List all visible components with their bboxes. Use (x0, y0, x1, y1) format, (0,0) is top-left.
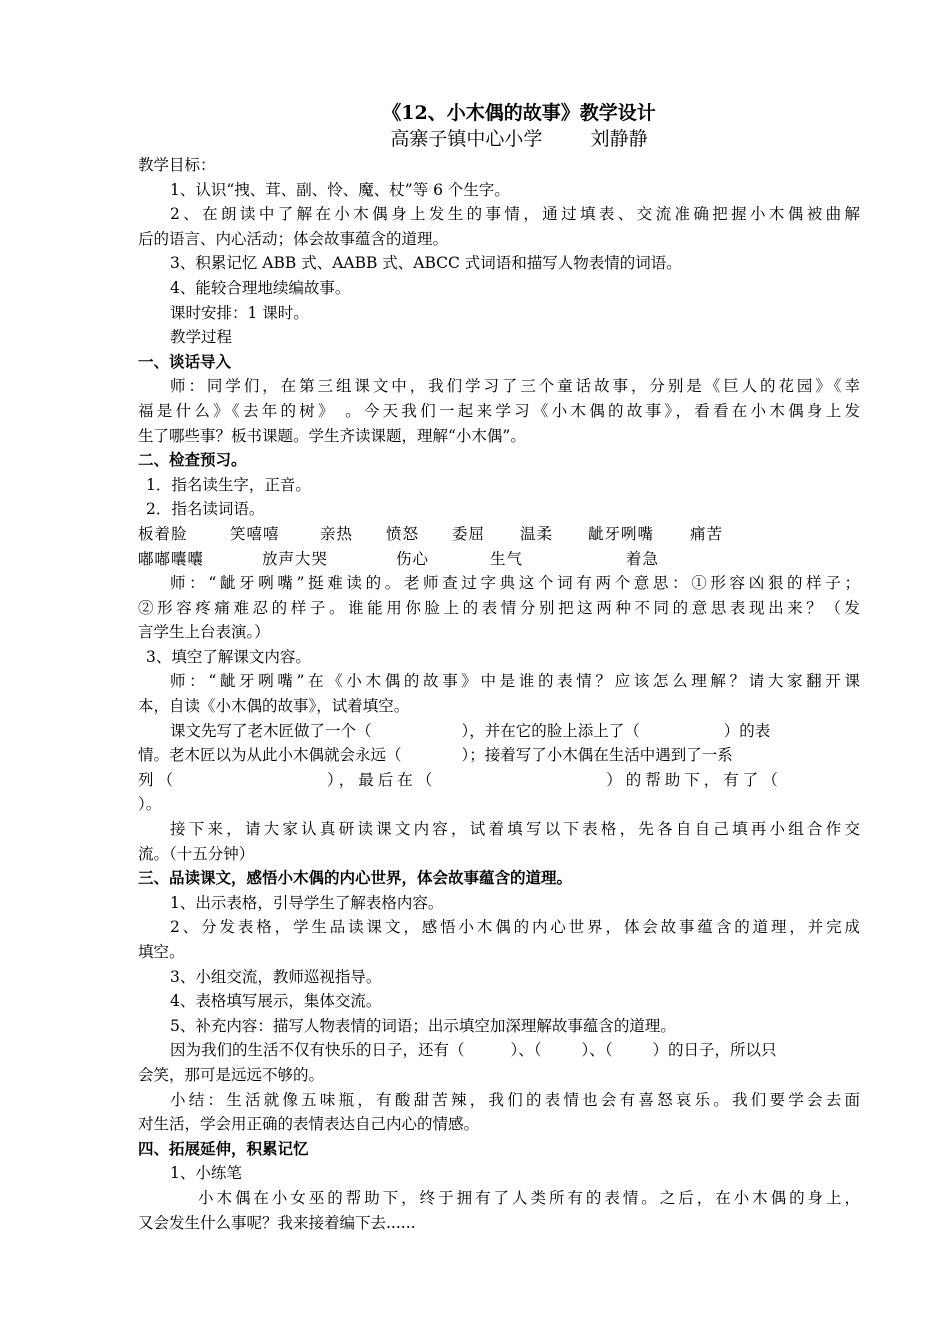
fill-text: ）的日子，所以只 (652, 1041, 777, 1060)
fill-text: 因为我们的生活不仅有快乐的日子，还有（ (170, 1041, 465, 1060)
vocab-word: 伤心 (396, 549, 430, 568)
fill-text: ）；接着写了小木偶在生活中遇到了一系 (461, 746, 733, 765)
vocab-word: 愤怒 (386, 524, 420, 543)
section-3-line: 4、表格填写展示，集体交流。 (170, 992, 382, 1011)
section-4-line: 1、小练笔 (170, 1164, 242, 1183)
fill-text: ），最后在（ (327, 770, 437, 789)
goal-line: 2、在朗读中了解在小木偶身上发生的事情，通过填表、交流准确把握小木偶被曲解 (170, 205, 860, 224)
goals-heading: 教学目标： (138, 156, 216, 174)
vocab-word: 嘟嘟囔囔 (138, 549, 205, 568)
fill-blank-line (138, 768, 860, 793)
goal-line: 1、认识“拽、茸、副、怜、魔、杖”等 6 个生字。 (170, 180, 510, 199)
fill-text: ）的帮助下，有了（ (606, 770, 782, 789)
vocab-word: 板着脸 (138, 524, 188, 543)
fill-blank-line (138, 743, 860, 768)
vocab-word: 委屈 (452, 524, 486, 543)
fill-blank-line (138, 719, 860, 744)
document-page (138, 100, 860, 1235)
vocab-row-1 (138, 522, 860, 547)
section-2-line: 师：“龇牙咧嘴”在《小木偶的故事》中是谁的表情？应该怎么理解？请大家翻开课 (170, 672, 860, 691)
section-2-line: 本，自读《小木偶的故事》，试着填空。 (138, 697, 410, 716)
fill-text: 情。老木匠以为从此小木偶就会永远（ (138, 746, 402, 765)
goal-line: 后的语言、内心活动；体会故事蕴含的道理。 (138, 229, 449, 248)
vocab-word: 痛苦 (690, 524, 724, 543)
section-2-line: 流。（十五分钟） (138, 844, 255, 863)
goal-line: 3、积累记忆 ABB 式、AABB 式、ABCC 式词语和描写人物表情的词语。 (170, 254, 682, 273)
section-3-summary: 对生活，学会用正确的表情表达自己内心的情感。 (138, 1115, 480, 1134)
section-2-line: 师：“龇牙咧嘴”挺难读的。老师查过字典这个词有两个意思：①形容凶狠的样子； (170, 574, 860, 593)
vocab-word: 生气 (490, 549, 524, 568)
section-3-fill-line (138, 1038, 860, 1063)
section-3-line: 1、出示表格，引导学生了解表格内容。 (170, 893, 444, 912)
section-3-line: 3、小组交流，教师巡视指导。 (170, 967, 382, 986)
section-2-line: 接下来，请大家认真研读课文内容，试着填写以下表格，先各自自己填再小组合作交 (170, 820, 860, 839)
section-2-line: ②形容疼痛难忍的样子。谁能用你脸上的表情分别把这两种不同的意思表现出来？（发 (138, 598, 860, 617)
fill-text: ），并在它的脸上添上了（ (461, 721, 640, 740)
section-3-heading: 三、品读课文，感悟小木偶的内心世界，体会故事蕴含的道理。 (138, 868, 573, 888)
goal-line: 4、能较合理地续编故事。 (170, 278, 351, 297)
vocab-word: 温柔 (520, 524, 554, 543)
section-3-line: 5、补充内容：描写人物表情的词语；出示填空加深理解故事蕴含的道理。 (170, 1016, 676, 1035)
schedule-line: 课时安排：1 课时。 (170, 303, 309, 322)
fill-text: ）、（ (581, 1041, 613, 1060)
section-1-line: 福是什么》《去年的树》 。今天我们一起来学习《小木偶的故事》，看看在小木偶身上发 (138, 401, 860, 420)
vocab-word: 亲热 (320, 524, 354, 543)
process-heading: 教学过程 (170, 328, 233, 347)
vocab-word: 放声大哭 (262, 549, 329, 568)
fill-blank-line: ）。 (138, 795, 162, 814)
fill-text: ）的表 (723, 721, 771, 740)
section-3-line: 2、分发表格，学生品读课文，感悟小木偶的内心世界，体会故事蕴含的道理，并完成 (170, 918, 860, 937)
section-2-item: 2．指名读词语。 (146, 500, 265, 519)
document-title: 《12、小木偶的故事》教学设计 (382, 102, 656, 124)
section-1-line: 生了哪些事？板书课题。学生齐读课题，理解“小木偶”。 (138, 426, 526, 445)
vocab-word: 龇牙咧嘴 (588, 524, 655, 543)
section-4-heading: 四、拓展延伸，积累记忆 (138, 1138, 309, 1158)
section-1-line: 师：同学们，在第三组课文中，我们学习了三个童话故事，分别是《巨人的花园》《幸 (170, 377, 860, 396)
vocab-word: 笑嘻嘻 (230, 524, 280, 543)
section-3-summary: 小结：生活就像五味瓶，有酸甜苦辣，我们的表情也会有喜怒哀乐。我们要学会去面 (170, 1090, 860, 1109)
fill-text: ）、（ (510, 1041, 542, 1060)
fill-text: 列（ (138, 770, 178, 789)
author-line: 高寨子镇中心小学 刘静静 (390, 128, 648, 150)
section-2-item: 3、填空了解课文内容。 (146, 647, 311, 666)
section-3-line: 填空。 (138, 943, 185, 961)
section-2-heading: 二、检查预习。 (138, 450, 247, 470)
section-4-line: 小木偶在小女巫的帮助下，终于拥有了人类所有的表情。之后，在小木偶的身上， (198, 1188, 860, 1207)
vocab-row-2 (138, 547, 860, 572)
section-2-line: 言学生上台表演。） (138, 623, 270, 642)
vocab-word: 着急 (626, 549, 660, 568)
section-3-fill-line: 会笑，那可是远远不够的。 (138, 1065, 325, 1084)
section-4-line: 又会发生什么事呢？我来接着编下去...... (138, 1213, 416, 1232)
fill-text: 课文先写了老木匠做了一个（ (170, 721, 372, 740)
section-2-item: 1．指名读生字，正音。 (146, 475, 311, 494)
section-1-heading: 一、谈话导入 (138, 351, 232, 371)
